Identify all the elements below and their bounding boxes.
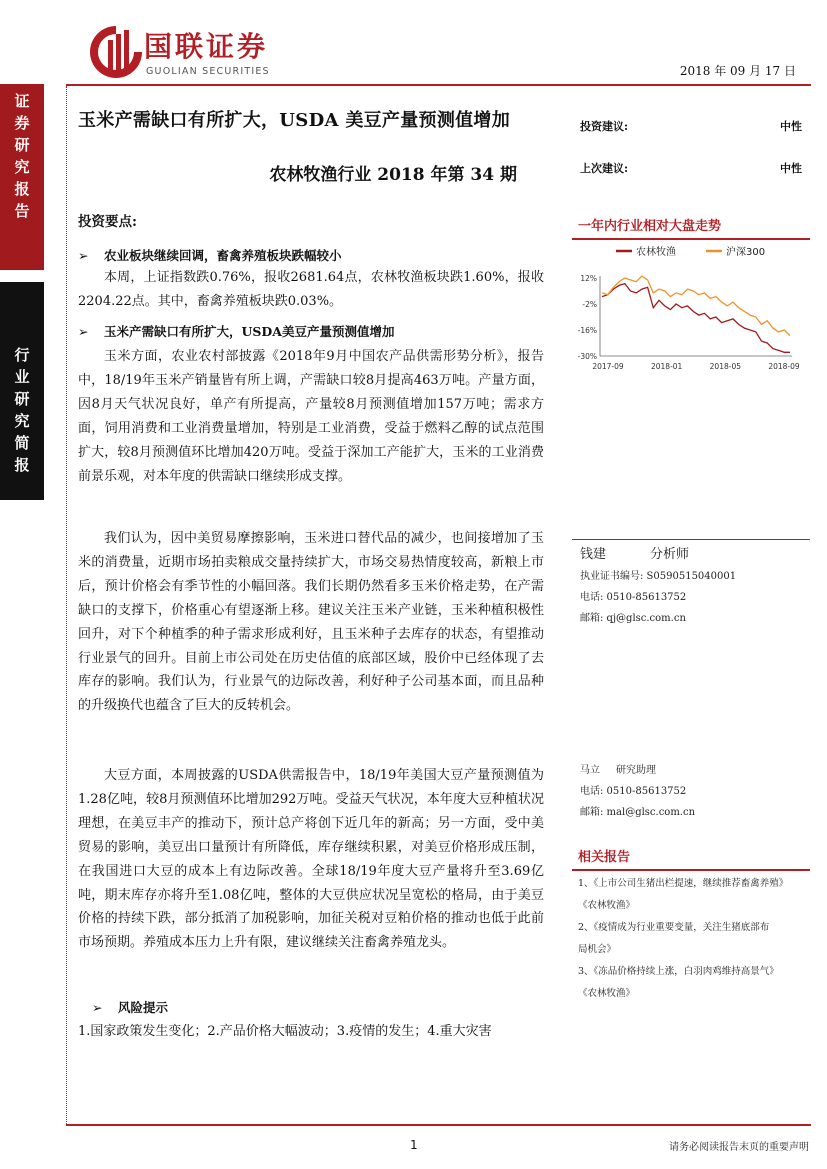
- paragraph-corn: 玉米方面，农业农村部披露《2018年9月中国农产品供需形势分析》，报告中，18/19年玉米产销量皆有所上调，产需缺口较8月提高463万吨。产量方面，因8月天气状况良好，单产有所提高，产量较8月预测值增加157万吨；需求方面，饲用消费和工业消费量增加，特别是工业消费，受益于燃料乙醇的试点范围扩大，较8月预测值环比增加420万吨。受益于深加工产能扩大，玉米的工业消费前景乐观，对本年度的供需缺口继续形成支撑。: [78, 349, 544, 484]
- x-tick-label: 2018-09: [768, 362, 800, 371]
- sidebar-top-char: 研: [14, 136, 30, 154]
- x-tick-label: 2018-01: [650, 362, 683, 371]
- arrow-bullet-icon: ➢: [78, 324, 89, 339]
- analyst-email: 邮箱: qj@glsc.com.cn: [580, 613, 686, 624]
- related-reports: [572, 846, 810, 1005]
- sidebar-bottom-char: 简: [14, 434, 30, 452]
- related-report-item[interactable]: 2、《疫情成为行业重要变量，关注生猪底部布: [578, 921, 770, 933]
- rating-previous-value: 中性: [780, 162, 802, 175]
- y-tick-label: -16%: [577, 326, 597, 335]
- sidebar-bottom-char: 研: [14, 390, 30, 408]
- rating-current: [572, 118, 810, 134]
- y-tick-label: -2%: [582, 300, 597, 309]
- paragraph-corn-view: 我们认为，因中美贸易摩擦影响，玉米进口替代品的减少，也间接增加了玉米的消费量，近期市场拍卖粮成交量持续扩大，市场交易热情度较高，新粮上市后，预计价格会有季节性的小幅回落。我们长期仍然看多玉米价格走势，在产需缺口的支撑下，价格重心有望逐渐上移。建议关注玉米产业链，玉米种植积极性回升，对下个种植季的种子需求形成利好，且玉米种子去库存的状态，有望推动行业景气的回升。目前上市公司处在历史估值的底部区域，股价中已经体现了去库存的影响。我们认为，行业景气的边际改善，利好种子公司基本面，而且品种的升级换代也蕴含了巨大的反转机会。: [78, 531, 544, 714]
- assistant-name: 马立: [580, 765, 600, 776]
- analyst-role: 分析师: [650, 547, 690, 562]
- section-title: 投资要点:: [78, 214, 137, 230]
- left-dotted-rule: [66, 86, 67, 1124]
- sidebar-top-char: 券: [14, 114, 30, 132]
- paragraph-risk: 1.国家政策发生变化；2.产品价格大幅波动；3.疫情的发生；4.重大灾害: [78, 1024, 492, 1039]
- arrow-bullet-icon: ➢: [92, 1000, 103, 1015]
- bullet-market-text: 农业板块继续回调，畜禽养殖板块跌幅较小: [104, 248, 342, 263]
- related-report-item[interactable]: 《农林牧渔》: [578, 899, 636, 911]
- x-tick-label: 2018-05: [709, 362, 742, 371]
- footer-divider: [66, 1124, 811, 1126]
- header-divider: [66, 84, 811, 86]
- sidebar-bottom-char: 报: [14, 456, 30, 474]
- sidebar-top-char: 报: [14, 180, 30, 198]
- related-reports-title: 相关报告: [578, 850, 631, 865]
- paragraph-soybean: 大豆方面，本周披露的USDA供需报告中，18/19年美国大豆产量预测值为1.28亿吨，较8月预测值环比增加292万吨。受益天气状况，本年度大豆种植状况理想，在美豆丰产的推动下，预计总产将创下近几年的新高；另一方面，受中美贸易的影响，美豆出口量预计有所降低，库存继续积累，对美豆价格形成压制，在我国进口大豆的成本上有边际改善。全球18/19年度大豆产量将升至3.69亿吨，期末库存亦将升至1.08亿吨，整体的大豆供应状况呈宽松的格局，由于美豆价格的持续下跌，部分抵消了加税影响，加征关税对豆粕价格的推动也低于此前市场预期。养殖成本压力上升有限，建议继续关注畜禽养殖龙头。: [78, 768, 544, 951]
- assistant-email: 邮箱: mal@glsc.com.cn: [580, 807, 696, 818]
- company-name-en: GUOLIAN SECURITIES: [146, 66, 270, 77]
- sidebar-bottom-char: 行: [14, 346, 30, 364]
- sidebar-report-category: [0, 282, 44, 500]
- sidebar-top-char: 证: [14, 92, 30, 110]
- industry-relative-chart: [572, 238, 810, 378]
- rating-previous: [572, 160, 810, 176]
- related-reports-rule: [572, 869, 810, 871]
- x-tick-label: 2017-09: [592, 362, 624, 371]
- bullet-market: [78, 246, 544, 264]
- assistant-block: [572, 760, 810, 823]
- related-report-item[interactable]: 1、《上市公司生猪出栏提速，继续推荐畜禽养殖》: [578, 877, 789, 889]
- bullet-risk-text: 风险提示: [118, 1000, 169, 1015]
- legend-label: 农林牧渔: [636, 247, 676, 258]
- assistant-phone: 电话: 0510-85613752: [580, 786, 687, 797]
- guolian-logo-icon: [86, 22, 146, 82]
- chart-section-title: 一年内行业相对大盘走势: [578, 219, 722, 234]
- y-tick-label: -30%: [577, 352, 597, 361]
- report-date: 2018 年 09 月 17 日: [679, 64, 796, 78]
- analyst-phone: 电话: 0510-85613752: [580, 592, 687, 603]
- bullet-risk: [78, 998, 544, 1016]
- assistant-role: 研究助理: [616, 765, 656, 776]
- related-report-item[interactable]: 3、《冻品价格持续上涨，白羽肉鸡维持高景气》: [578, 965, 779, 977]
- sidebar-top-char: 告: [14, 202, 30, 220]
- report-subtitle: 农林牧渔行业 2018 年第 34 期: [269, 165, 517, 185]
- sidebar-report-type: [0, 84, 44, 270]
- arrow-bullet-icon: ➢: [78, 248, 89, 263]
- legend-label: 沪深300: [726, 247, 766, 258]
- sidebar-top-char: 究: [14, 158, 30, 176]
- sidebar-bottom-char: 业: [14, 368, 30, 386]
- footer-disclaimer: 请务必阅读报告末页的重要声明: [669, 1142, 809, 1153]
- related-report-item[interactable]: 《农林牧渔》: [578, 987, 636, 999]
- company-name-cn: 国联证券: [144, 30, 269, 63]
- rating-current-label: 投资建议:: [580, 120, 629, 133]
- chart-section-header: [572, 215, 810, 240]
- sidebar-bottom-char: 究: [14, 412, 30, 430]
- analyst-rule: [572, 539, 810, 540]
- bullet-corn-text: 玉米产需缺口有所扩大，USDA美豆产量预测值增加: [104, 324, 395, 339]
- analyst-block: [572, 539, 810, 629]
- y-tick-label: 12%: [580, 274, 597, 283]
- rating-previous-label: 上次建议:: [580, 162, 629, 175]
- paragraph-market: 本周，上证指数跌0.76%，报收2681.64点，农林牧渔板块跌1.60%，报收2204.22点。其中，畜禽养殖板块跌0.03%。: [78, 270, 544, 309]
- series-line-hs300: [602, 276, 790, 336]
- report-title: 玉米产需缺口有所扩大，USDA 美豆产量预测值增加: [78, 110, 511, 131]
- rating-current-value: 中性: [780, 120, 802, 133]
- related-report-item[interactable]: 局机会》: [578, 943, 617, 955]
- analyst-cert: 执业证书编号: S0590515040001: [580, 571, 737, 582]
- analyst-name: 钱建: [580, 547, 607, 562]
- page-number: 1: [410, 1138, 418, 1152]
- bullet-corn: [78, 322, 544, 340]
- series-line-agriculture: [602, 284, 790, 353]
